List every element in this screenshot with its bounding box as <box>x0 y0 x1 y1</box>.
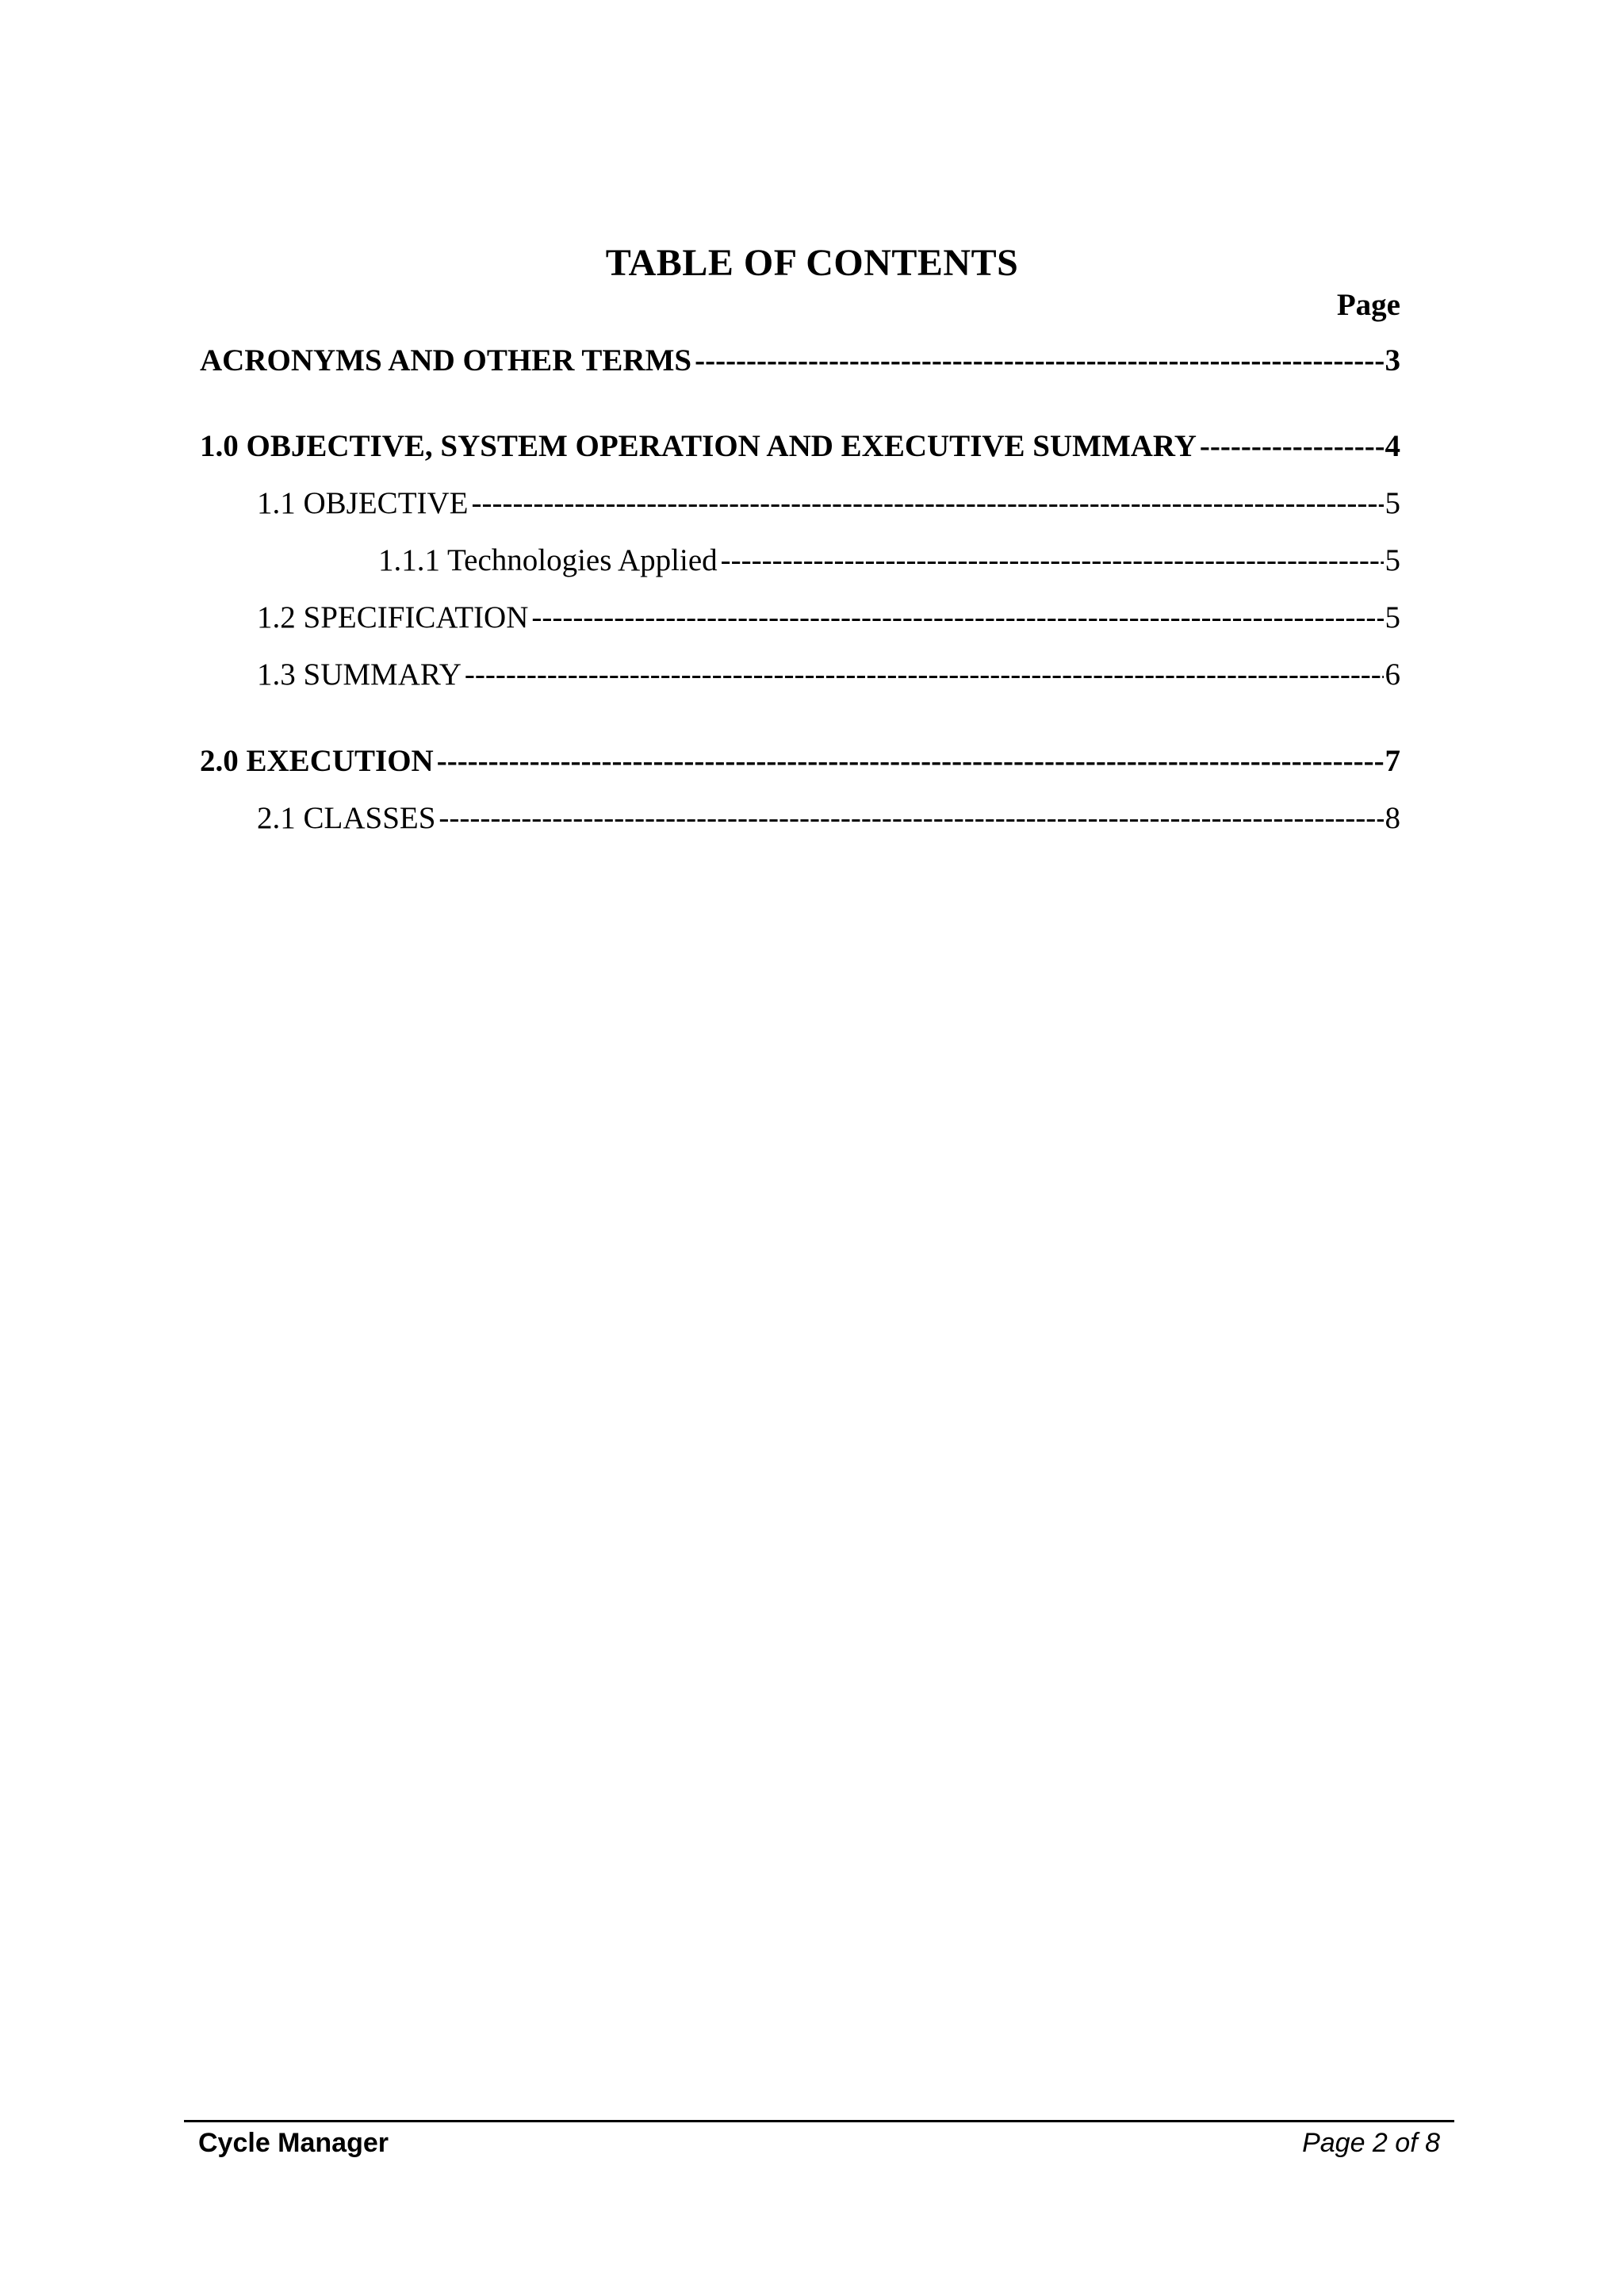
toc-entry[interactable] <box>200 427 1400 466</box>
footer-document-name: Cycle Manager <box>198 2128 389 2158</box>
toc-entry-page: 5 <box>1385 486 1400 520</box>
toc-leader <box>472 484 1384 523</box>
toc-entry-page: 7 <box>1385 744 1400 778</box>
toc-entry-label: 1.1 OBJECTIVE <box>257 486 469 520</box>
toc-entry[interactable] <box>257 484 1400 523</box>
toc-entry[interactable] <box>257 598 1400 638</box>
toc-leader <box>695 341 1383 381</box>
page-column-label: Page <box>1336 288 1400 322</box>
toc-entry[interactable] <box>257 799 1400 838</box>
page-title: TABLE OF CONTENTS <box>605 242 1019 284</box>
toc-entry[interactable] <box>257 655 1400 695</box>
toc-entry-page: 8 <box>1385 801 1400 835</box>
toc-entry-label: 1.3 SUMMARY <box>257 657 462 692</box>
toc-entry-label: 1.0 OBJECTIVE, SYSTEM OPERATION AND EXECUTIVE SUMMARY <box>200 429 1197 463</box>
toc-leader <box>531 598 1383 638</box>
toc-entry-label: 2.1 CLASSES <box>257 801 436 835</box>
toc-entry-label: 1.2 SPECIFICATION <box>257 600 529 634</box>
toc-entry[interactable] <box>378 541 1400 581</box>
toc-entry[interactable] <box>200 742 1400 781</box>
toc-entry-label: 2.0 EXECUTION <box>200 744 434 778</box>
toc-entry-page: 6 <box>1385 657 1400 692</box>
toc-leader <box>721 541 1384 581</box>
toc-entry-page: 4 <box>1385 429 1400 463</box>
toc-entry-page: 5 <box>1385 543 1400 577</box>
toc-leader <box>465 655 1384 695</box>
toc-leader <box>437 742 1384 781</box>
toc-entry-page: 3 <box>1385 343 1400 378</box>
footer-divider <box>184 2120 1454 2122</box>
toc-leader <box>1200 427 1384 466</box>
toc-entry-page: 5 <box>1385 600 1400 634</box>
toc-entry-label: 1.1.1 Technologies Applied <box>378 543 718 577</box>
toc-entry[interactable] <box>200 341 1400 381</box>
footer-page-number: Page 2 of 8 <box>1302 2128 1440 2158</box>
toc-entry-label: ACRONYMS AND OTHER TERMS <box>200 343 692 378</box>
toc-leader <box>439 799 1383 838</box>
